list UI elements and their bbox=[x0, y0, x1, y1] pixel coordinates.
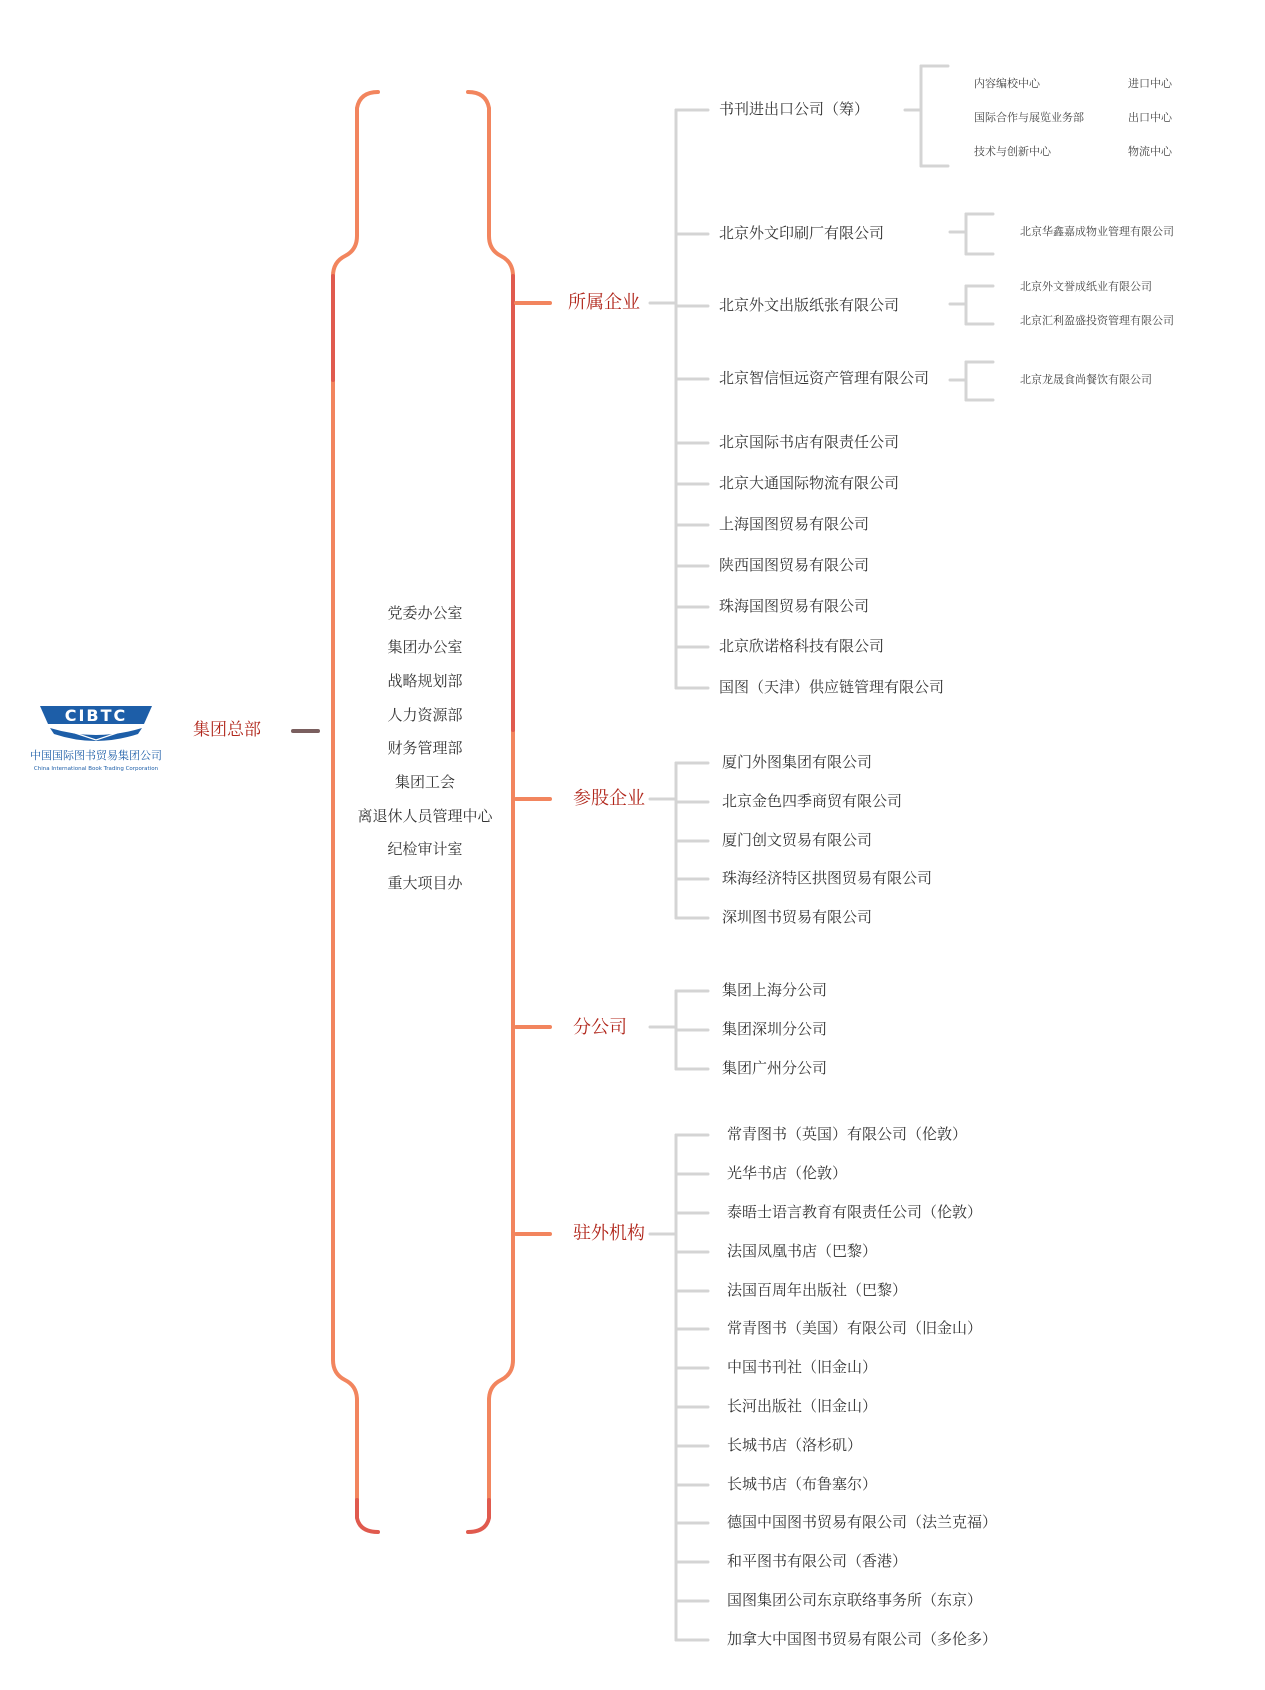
logo-emblem-icon bbox=[26, 700, 166, 750]
entity: 厦门创文贸易有限公司 bbox=[722, 831, 873, 849]
entity: 光华书店（伦敦） bbox=[727, 1164, 848, 1182]
entity: 法国百周年出版社（巴黎） bbox=[727, 1281, 908, 1299]
logo-name-en: China International Book Trading Corporation bbox=[33, 766, 159, 772]
department-5: 财务管理部 bbox=[387, 739, 463, 757]
entity: 上海国图贸易有限公司 bbox=[719, 515, 870, 533]
subunit: 出口中心 bbox=[1128, 111, 1172, 124]
department-3: 战略规划部 bbox=[387, 672, 463, 690]
right-brace-line bbox=[468, 92, 513, 1500]
entity: 常青图书（美国）有限公司（旧金山） bbox=[727, 1319, 983, 1337]
entity: 常青图书（英国）有限公司（伦敦） bbox=[727, 1125, 968, 1143]
entity: 书刊进出口公司（筹） bbox=[719, 100, 870, 118]
entity: 北京智信恒远资产管理有限公司 bbox=[719, 369, 930, 387]
entity: 北京金色四季商贸有限公司 bbox=[722, 792, 903, 810]
department-8: 纪检审计室 bbox=[387, 840, 463, 858]
entity: 长城书店（洛杉矶） bbox=[727, 1436, 863, 1454]
left-brace-line bbox=[333, 92, 378, 1500]
right-brace-line bbox=[468, 1500, 489, 1532]
subunit: 内容编校中心 bbox=[974, 77, 1040, 90]
entity: 北京欣诺格科技有限公司 bbox=[719, 637, 885, 655]
category-label-overseas: 驻外机构 bbox=[573, 1223, 645, 1244]
entity: 长河出版社（旧金山） bbox=[727, 1397, 878, 1415]
entity: 北京外文印刷厂有限公司 bbox=[719, 224, 885, 242]
department-1: 党委办公室 bbox=[387, 604, 463, 622]
entity: 集团广州分公司 bbox=[722, 1059, 828, 1077]
department-2: 集团办公室 bbox=[387, 638, 463, 656]
category-label-equity: 参股企业 bbox=[573, 788, 645, 809]
entity: 泰晤士语言教育有限责任公司（伦敦） bbox=[727, 1203, 983, 1221]
subunit: 北京华鑫嘉成物业管理有限公司 bbox=[1020, 225, 1174, 238]
category-label-branches: 分公司 bbox=[573, 1017, 627, 1038]
entity: 陕西国图贸易有限公司 bbox=[719, 556, 870, 574]
subunit: 物流中心 bbox=[1128, 145, 1172, 158]
subunit: 技术与创新中心 bbox=[974, 145, 1051, 158]
logo-name-cn: 中国国际图书贸易集团公司 bbox=[30, 749, 162, 762]
subunit: 北京汇利盈盛投资管理有限公司 bbox=[1020, 314, 1174, 327]
entity: 深圳图书贸易有限公司 bbox=[722, 908, 873, 926]
cibtc-logo bbox=[26, 700, 166, 780]
entity: 北京外文出版纸张有限公司 bbox=[719, 296, 900, 314]
entity: 集团上海分公司 bbox=[722, 981, 828, 999]
entity: 珠海经济特区拱图贸易有限公司 bbox=[722, 869, 933, 887]
entity: 集团深圳分公司 bbox=[722, 1020, 828, 1038]
entity: 北京大通国际物流有限公司 bbox=[719, 474, 900, 492]
department-6: 集团工会 bbox=[394, 773, 455, 791]
entity: 国图（天津）供应链管理有限公司 bbox=[719, 678, 945, 696]
left-brace-line bbox=[357, 1500, 378, 1532]
department-4: 人力资源部 bbox=[387, 706, 463, 724]
department-9: 重大项目办 bbox=[387, 874, 463, 892]
subunit: 北京外文誉成纸业有限公司 bbox=[1020, 280, 1152, 293]
entity: 长城书店（布鲁塞尔） bbox=[727, 1475, 878, 1493]
entity: 和平图书有限公司（香港） bbox=[727, 1552, 908, 1570]
subunit: 进口中心 bbox=[1128, 77, 1172, 90]
subunit: 国际合作与展览业务部 bbox=[974, 111, 1084, 124]
logo-abbr: CIBTC bbox=[64, 706, 128, 725]
headquarters-label: 集团总部 bbox=[193, 720, 261, 740]
category-label-subsidiaries: 所属企业 bbox=[568, 292, 640, 313]
entity: 德国中国图书贸易有限公司（法兰克福） bbox=[727, 1513, 998, 1531]
entity: 加拿大中国图书贸易有限公司（多伦多） bbox=[727, 1630, 998, 1648]
subunit: 北京龙晟食尚餐饮有限公司 bbox=[1020, 373, 1152, 386]
entity: 中国书刊社（旧金山） bbox=[727, 1358, 878, 1376]
department-7: 离退休人员管理中心 bbox=[357, 807, 493, 825]
entity: 珠海国图贸易有限公司 bbox=[719, 597, 870, 615]
entity: 北京国际书店有限责任公司 bbox=[719, 433, 900, 451]
entity: 国图集团公司东京联络事务所（东京） bbox=[727, 1591, 983, 1609]
entity: 法国凤凰书店（巴黎） bbox=[727, 1242, 878, 1260]
entity: 厦门外图集团有限公司 bbox=[722, 753, 873, 771]
